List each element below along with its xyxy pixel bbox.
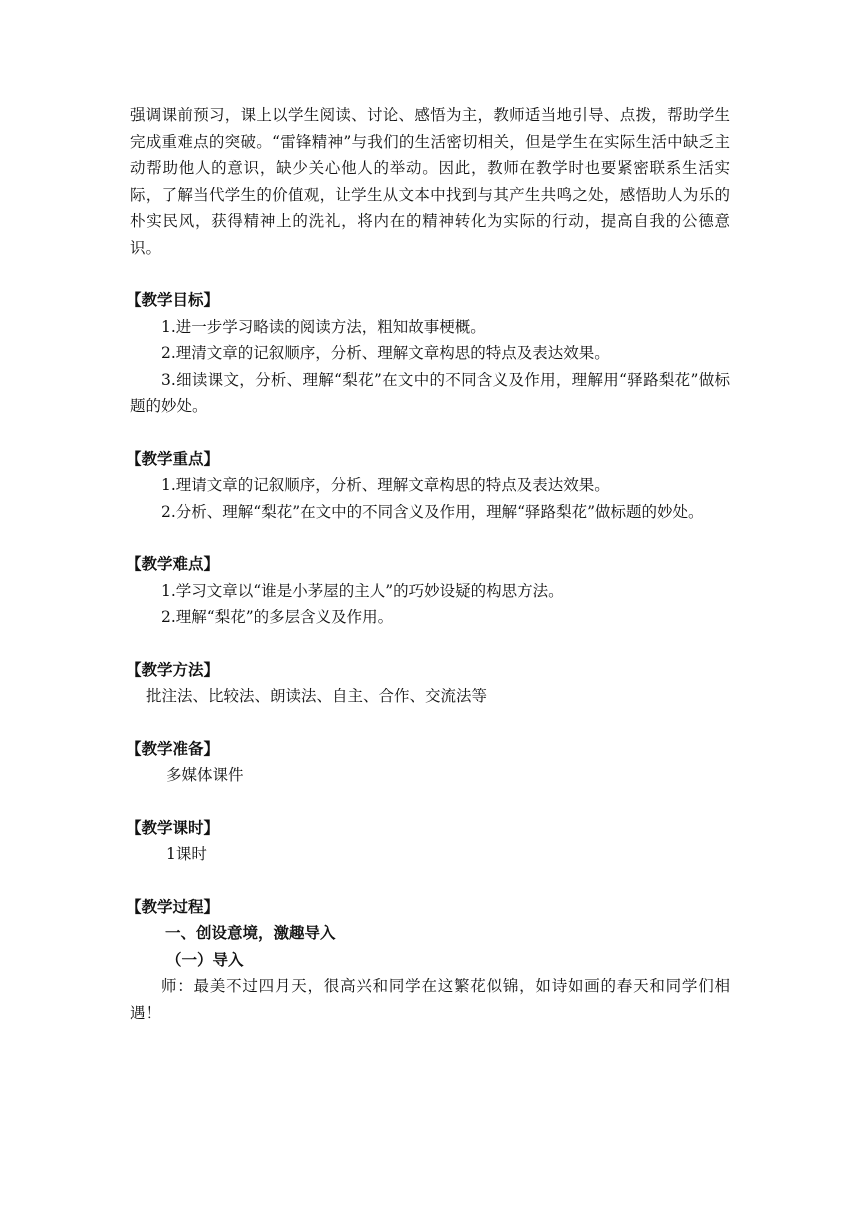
key-point-item: 2.分析、理解“梨花”在文中的不同含义及作用，理解“驿路梨花”做标题的妙处。	[161, 502, 704, 521]
periods-text: 1课时	[166, 845, 207, 863]
key-point-item: 1.理请文章的记叙顺序，分析、理解文章构思的特点及表达效果。	[161, 476, 610, 494]
objective-item: 2.理清文章的记叙顺序，分析、理解文章构思的特点及表达效果。	[161, 344, 610, 362]
process-heading: 【教学过程】	[126, 897, 220, 916]
preparation-heading: 【教学准备】	[126, 739, 220, 758]
section-difficulties	[126, 551, 730, 631]
teacher-line: 师：最美不过四月天，很高兴和同学在这繁花似锦，如诗如画的春天和同学们相遇！	[130, 977, 730, 1022]
process-substep-title: （一）导入	[166, 950, 244, 969]
objective-item: 1.进一步学习略读的阅读方法，粗知故事梗概。	[161, 317, 486, 336]
section-key-points	[126, 446, 730, 526]
methods-text: 批注法、比较法、朗读法、自主、合作、交流法等	[146, 687, 488, 705]
key-points-heading: 【教学重点】	[126, 449, 220, 468]
difficulties-heading: 【教学难点】	[126, 555, 220, 573]
intro-paragraph: 强调课前预习，课上以学生阅读、讨论、感悟为主，教师适当地引导、点拨，帮助学生完成重难点的突破。“雷锋精神”与我们的生活密切相关，但是学生在实际生活中缺乏主动帮助他人的意识，缺少关心他人的举动。因此，教师在教学时也要紧密联系生活实际，了解当代学生的价值观，让学生从文本中找到与其产生共鸣之处，感悟助人为乐的朴实民风，获得精神上的洗礼，将内在的精神转化为实际的行动，提高自我的公德意识。	[130, 106, 730, 257]
methods-heading: 【教学方法】	[126, 660, 220, 679]
lesson-plan-body	[126, 102, 730, 1026]
process-step-title: 一、创设意境，激趣导入	[165, 924, 336, 942]
section-process	[126, 894, 730, 1027]
section-methods	[126, 657, 730, 710]
preparation-text: 多媒体课件	[166, 766, 244, 784]
difficulty-item: 1.学习文章以“谁是小茅屋的主人”的巧妙设疑的构思方法。	[161, 581, 564, 600]
objective-item: 3.细读课文，分析、理解“梨花”在文中的不同含义及作用，理解用“驿路梨花”做标题的妙处。	[130, 370, 730, 415]
periods-heading: 【教学课时】	[126, 818, 220, 837]
section-preparation	[126, 736, 730, 789]
objectives-heading: 【教学目标】	[126, 291, 220, 309]
section-periods	[126, 815, 730, 868]
section-objectives	[126, 287, 730, 420]
difficulty-item: 2.理解“梨花”的多层含义及作用。	[161, 608, 394, 626]
